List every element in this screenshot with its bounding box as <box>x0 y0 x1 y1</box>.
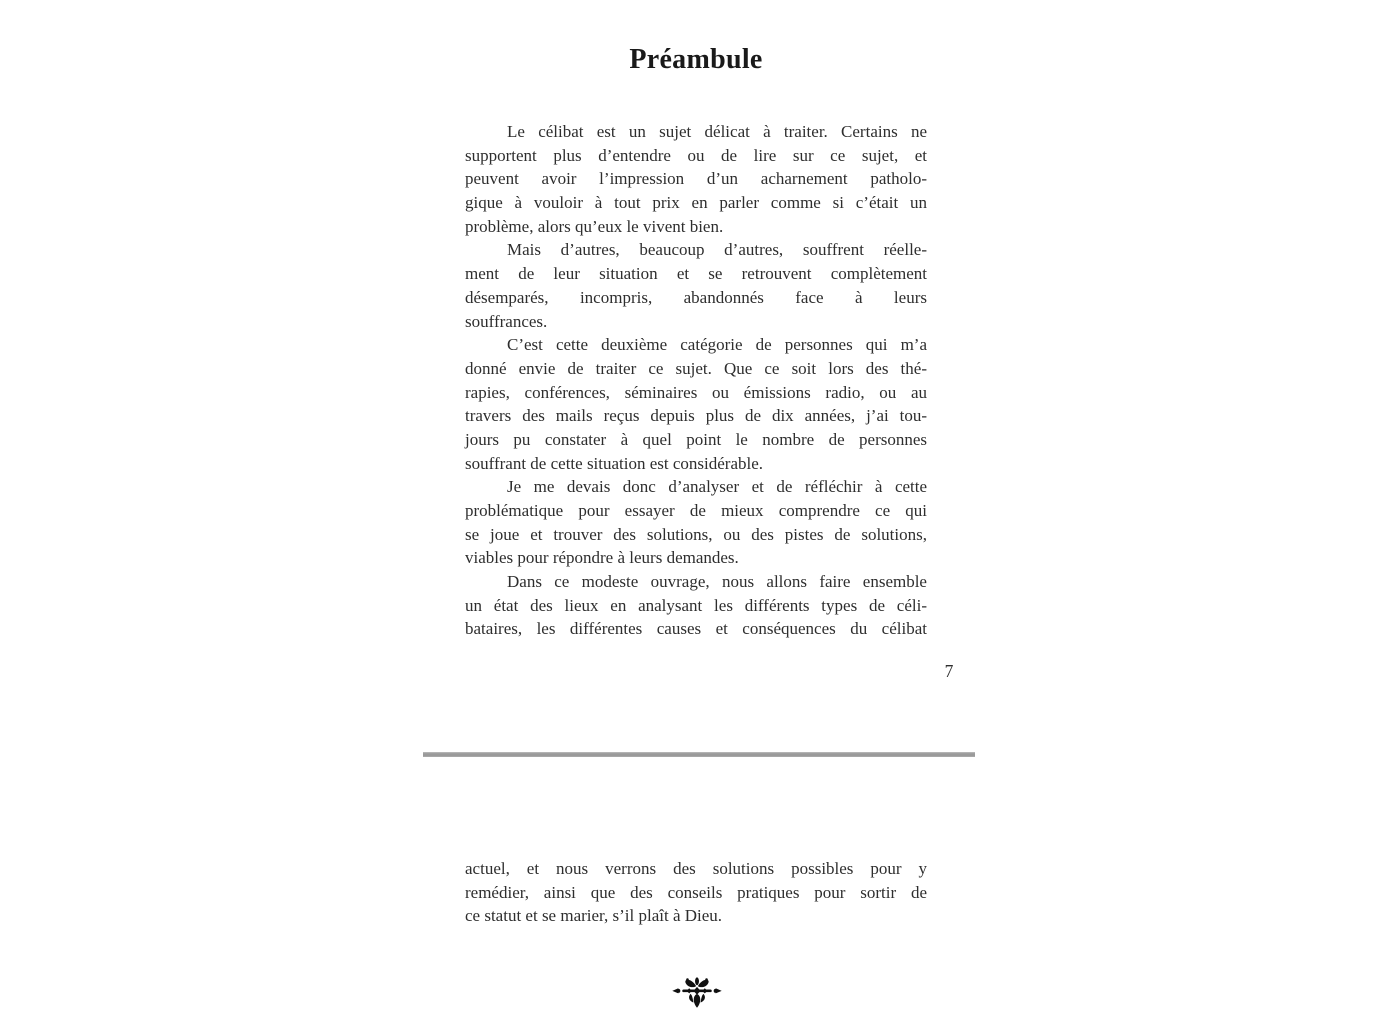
paragraph <box>465 857 927 928</box>
text-line: donné envie de traiter ce sujet. Que ce soit lors des thé- <box>465 358 927 378</box>
page-separator-bar <box>423 752 975 757</box>
page2-text-column <box>465 857 927 928</box>
paragraph <box>465 475 927 570</box>
text-line: supportent plus d’entendre ou de lire sur ce sujet, et <box>465 145 928 165</box>
text-line: souffrant de cette situation est considérable. <box>465 453 764 473</box>
paragraph <box>465 570 927 641</box>
text-line: jours pu constater à quel point le nombre de personnes <box>465 429 928 449</box>
text-line: ment de leur situation et se retrouvent complètement <box>465 264 928 284</box>
text-line: rapies, conférences, séminaires ou émissions radio, ou au <box>465 382 928 402</box>
text-line: viables pour répondre à leurs demandes. <box>465 548 739 568</box>
text-line: Dans ce modeste ouvrage, nous allons faire ensemble <box>507 572 927 592</box>
text-line: travers des mails reçus depuis plus de dix années, j’ai tou- <box>465 406 928 426</box>
text-line: C’est cette deuxième catégorie de personnes qui m’a <box>507 335 928 355</box>
page1-text-column <box>465 120 927 641</box>
text-line: problématique pour essayer de mieux comprendre ce qui <box>465 501 928 520</box>
text-line: problème, alors qu’eux le vivent bien. <box>465 216 724 236</box>
text-line: peuvent avoir l’impression d’un acharnement patholo- <box>465 169 927 189</box>
text-line: un état des lieux en analysant les différents types de céli- <box>465 595 927 615</box>
chapter-title: Préambule <box>629 44 763 75</box>
text-line: désemparés, incompris, abandonnés face à leurs <box>465 287 927 307</box>
paragraph <box>465 238 927 333</box>
text-line: ce statut et se marier, s’il plaît à Dieu. <box>465 906 723 926</box>
text-line: Je me devais donc d’analyser et de réfléchir à cette <box>507 477 928 497</box>
text-line: gique à vouloir à tout prix en parler comme si c’était un <box>465 193 928 213</box>
text-line: actuel, et nous verrons des solutions possibles pour y <box>465 859 928 878</box>
paragraph <box>465 120 927 238</box>
fleuron-ornament-icon <box>671 974 723 1012</box>
page-number: 7 <box>944 661 954 681</box>
text-line: remédier, ainsi que des conseils pratiques pour sortir de <box>465 882 928 902</box>
text-line: bataires, les différentes causes et conséquences du célibat <box>465 619 927 639</box>
text-line: souffrances. <box>465 311 548 331</box>
paragraph <box>465 333 927 475</box>
text-line: Le célibat est un sujet délicat à traiter. Certains ne <box>507 122 928 141</box>
text-line: Mais d’autres, beaucoup d’autres, souffrent réelle- <box>507 240 928 260</box>
text-line: se joue et trouver des solutions, ou des pistes de solutions, <box>465 524 927 544</box>
